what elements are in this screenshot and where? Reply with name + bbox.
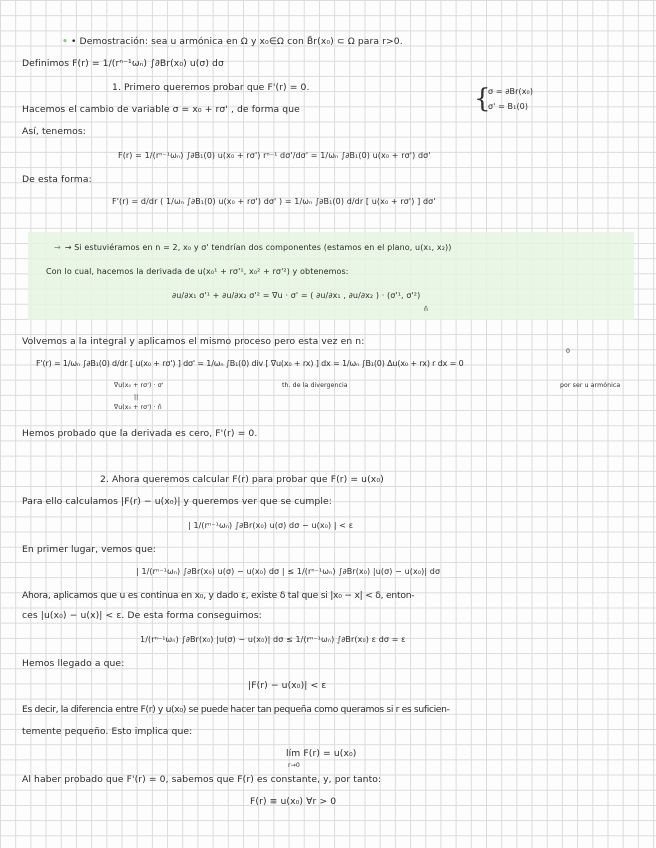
continuity-line-2: ces |u(x₀) − u(x)| < ε. De esta forma conseguimos: [22, 610, 262, 621]
this-way-line: De esta forma: [22, 174, 92, 185]
note-two-dimensions: → → Si estuviéramos en n = 2, x₀ y σ' tendrían dos componentes (estamos en el plano, u(x₁, x₂)) [54, 243, 452, 252]
brace-line-1: σ = ∂Br(x₀) [488, 87, 534, 96]
equation-f-prime: F'(r) = d/dr ( 1/ωₙ ∫∂B₁(0) u(x₀ + rσ') dσ' ) = 1/ωₙ ∫∂B₁(0) d/dr [ u(x₀ + rσ') ] dσ' [112, 197, 436, 206]
first-place-line: En primer lugar, vemos que: [22, 544, 156, 555]
epsilon-inequality: | 1/(rⁿ⁻¹ωₙ) ∫∂Br(x₀) u(σ) dσ − u(x₀) | < ε [188, 521, 354, 530]
normal-vector-label: n̂ [424, 306, 429, 313]
equation-f-prime-divergence: F'(r) = 1/ωₙ ∫∂B₁(0) d/dr [ u(x₀ + rσ') ] dσ' = 1/ωₙ ∫B₁(0) div [ ∇u(x₀ + rx) ] dx = 1/ωₙ ∫B₁(0) Δu(x₀ + rx) r dx = 0 [36, 359, 464, 368]
back-to-integral-line: Volvemos a la integral y aplicamos el mismo proceso pero esta vez en n: [22, 336, 365, 347]
compute-difference-line: Para ello calculamos |F(r) − u(x₀)| y queremos ver que se cumple: [22, 496, 332, 507]
arrived-line: Hemos llegado a que: [22, 658, 125, 669]
step-one-heading: 1. Primero queremos probar que F'(r) = 0. [112, 82, 310, 93]
equation-f-of-r: F(r) = 1/(rⁿ⁻¹ωₙ) ∫∂B₁(0) u(x₀ + rσ') rⁿ⁻¹ dσ'/dσ' = 1/ωₙ ∫∂B₁(0) u(x₀ + rσ') dσ' [118, 151, 431, 160]
derivative-zero-conclusion: Hemos probado que la derivada es cero, F'(r) = 0. [22, 428, 258, 439]
annotation-harmonic: por ser u armónica [560, 382, 621, 389]
explanation-line-1: Es decir, la diferencia entre F(r) y u(x₀) se puede hacer tan pequeña como queramos si r es suficien- [22, 704, 450, 715]
annotation-divergence-theorem: th. de la divergencia [282, 382, 348, 389]
change-variable-line: Hacemos el cambio de variable σ = x₀ + rσ' , de forma que [22, 104, 300, 115]
brace-line-2: σ' = B₁(0) [488, 102, 529, 111]
annotation-gradient-dot: ∇u(x₀ + rσ') · σ' [114, 382, 164, 389]
bullet-icon: • [62, 36, 68, 47]
zero-annotation: 0 [566, 348, 571, 355]
continuity-line-1: Ahora, aplicamos que u es continua en x₀, y dado ε, existe δ tal que si |x₀ − x| < δ, enton- [22, 590, 415, 601]
note-derivative-line: Con lo cual, hacemos la derivada de u(x₀¹ + rσ'¹, x₀² + rσ'²) y obtenemos: [46, 267, 349, 276]
limit-subscript: r→0 [288, 762, 300, 769]
brace-symbol: { [474, 84, 491, 114]
definition-line: Definimos F(r) = 1/(rⁿ⁻¹ωₙ) ∫∂Br(x₀) u(σ) dσ [22, 58, 224, 69]
explanation-line-2: temente pequeño. Esto implica que: [22, 726, 193, 737]
note-gradient-equation: ∂u/∂x₁ σ'¹ + ∂u/∂x₂ σ'² = ∇u · σ' = ( ∂u/∂x₁ , ∂u/∂x₂ ) · (σ'¹, σ'²) [172, 291, 421, 300]
epsilon-bound-equation: 1/(rⁿ⁻¹ωₙ) ∫∂Br(x₀) |u(σ) − u(x₀)| dσ ≤ 1/(rⁿ⁻¹ωₙ) ∫∂Br(x₀) ε dσ = ε [140, 635, 406, 644]
annotation-equal-mark: || [134, 394, 139, 401]
triangle-inequality: | 1/(rⁿ⁻¹ωₙ) ∫∂Br(x₀) u(σ) − u(x₀) dσ | ≤ 1/(rⁿ⁻¹ωₙ) ∫∂Br(x₀) |u(σ) − u(x₀)| dσ [136, 567, 441, 576]
annotation-gradient-normal: ∇u(x₀ + rσ') · n̂ [114, 404, 162, 411]
constant-conclusion-line: Al haber probado que F'(r) = 0, sabemos que F(r) es constante, y, por tanto: [22, 774, 382, 785]
proof-heading: • • Demostración: sea u armónica en Ω y x₀∈Ω con B̄r(x₀) ⊂ Ω para r>0. [62, 36, 403, 47]
step-two-heading: 2. Ahora queremos calcular F(r) para probar que F(r) = u(x₀) [100, 474, 384, 485]
final-inequality: |F(r) − u(x₀)| < ε [248, 680, 327, 691]
thus-line: Así, tenemos: [22, 126, 86, 137]
arrow-right-icon: → [54, 243, 61, 252]
final-result: F(r) ≡ u(x₀) ∀r > 0 [250, 796, 337, 807]
limit-equation: lím F(r) = u(x₀) [286, 748, 357, 759]
